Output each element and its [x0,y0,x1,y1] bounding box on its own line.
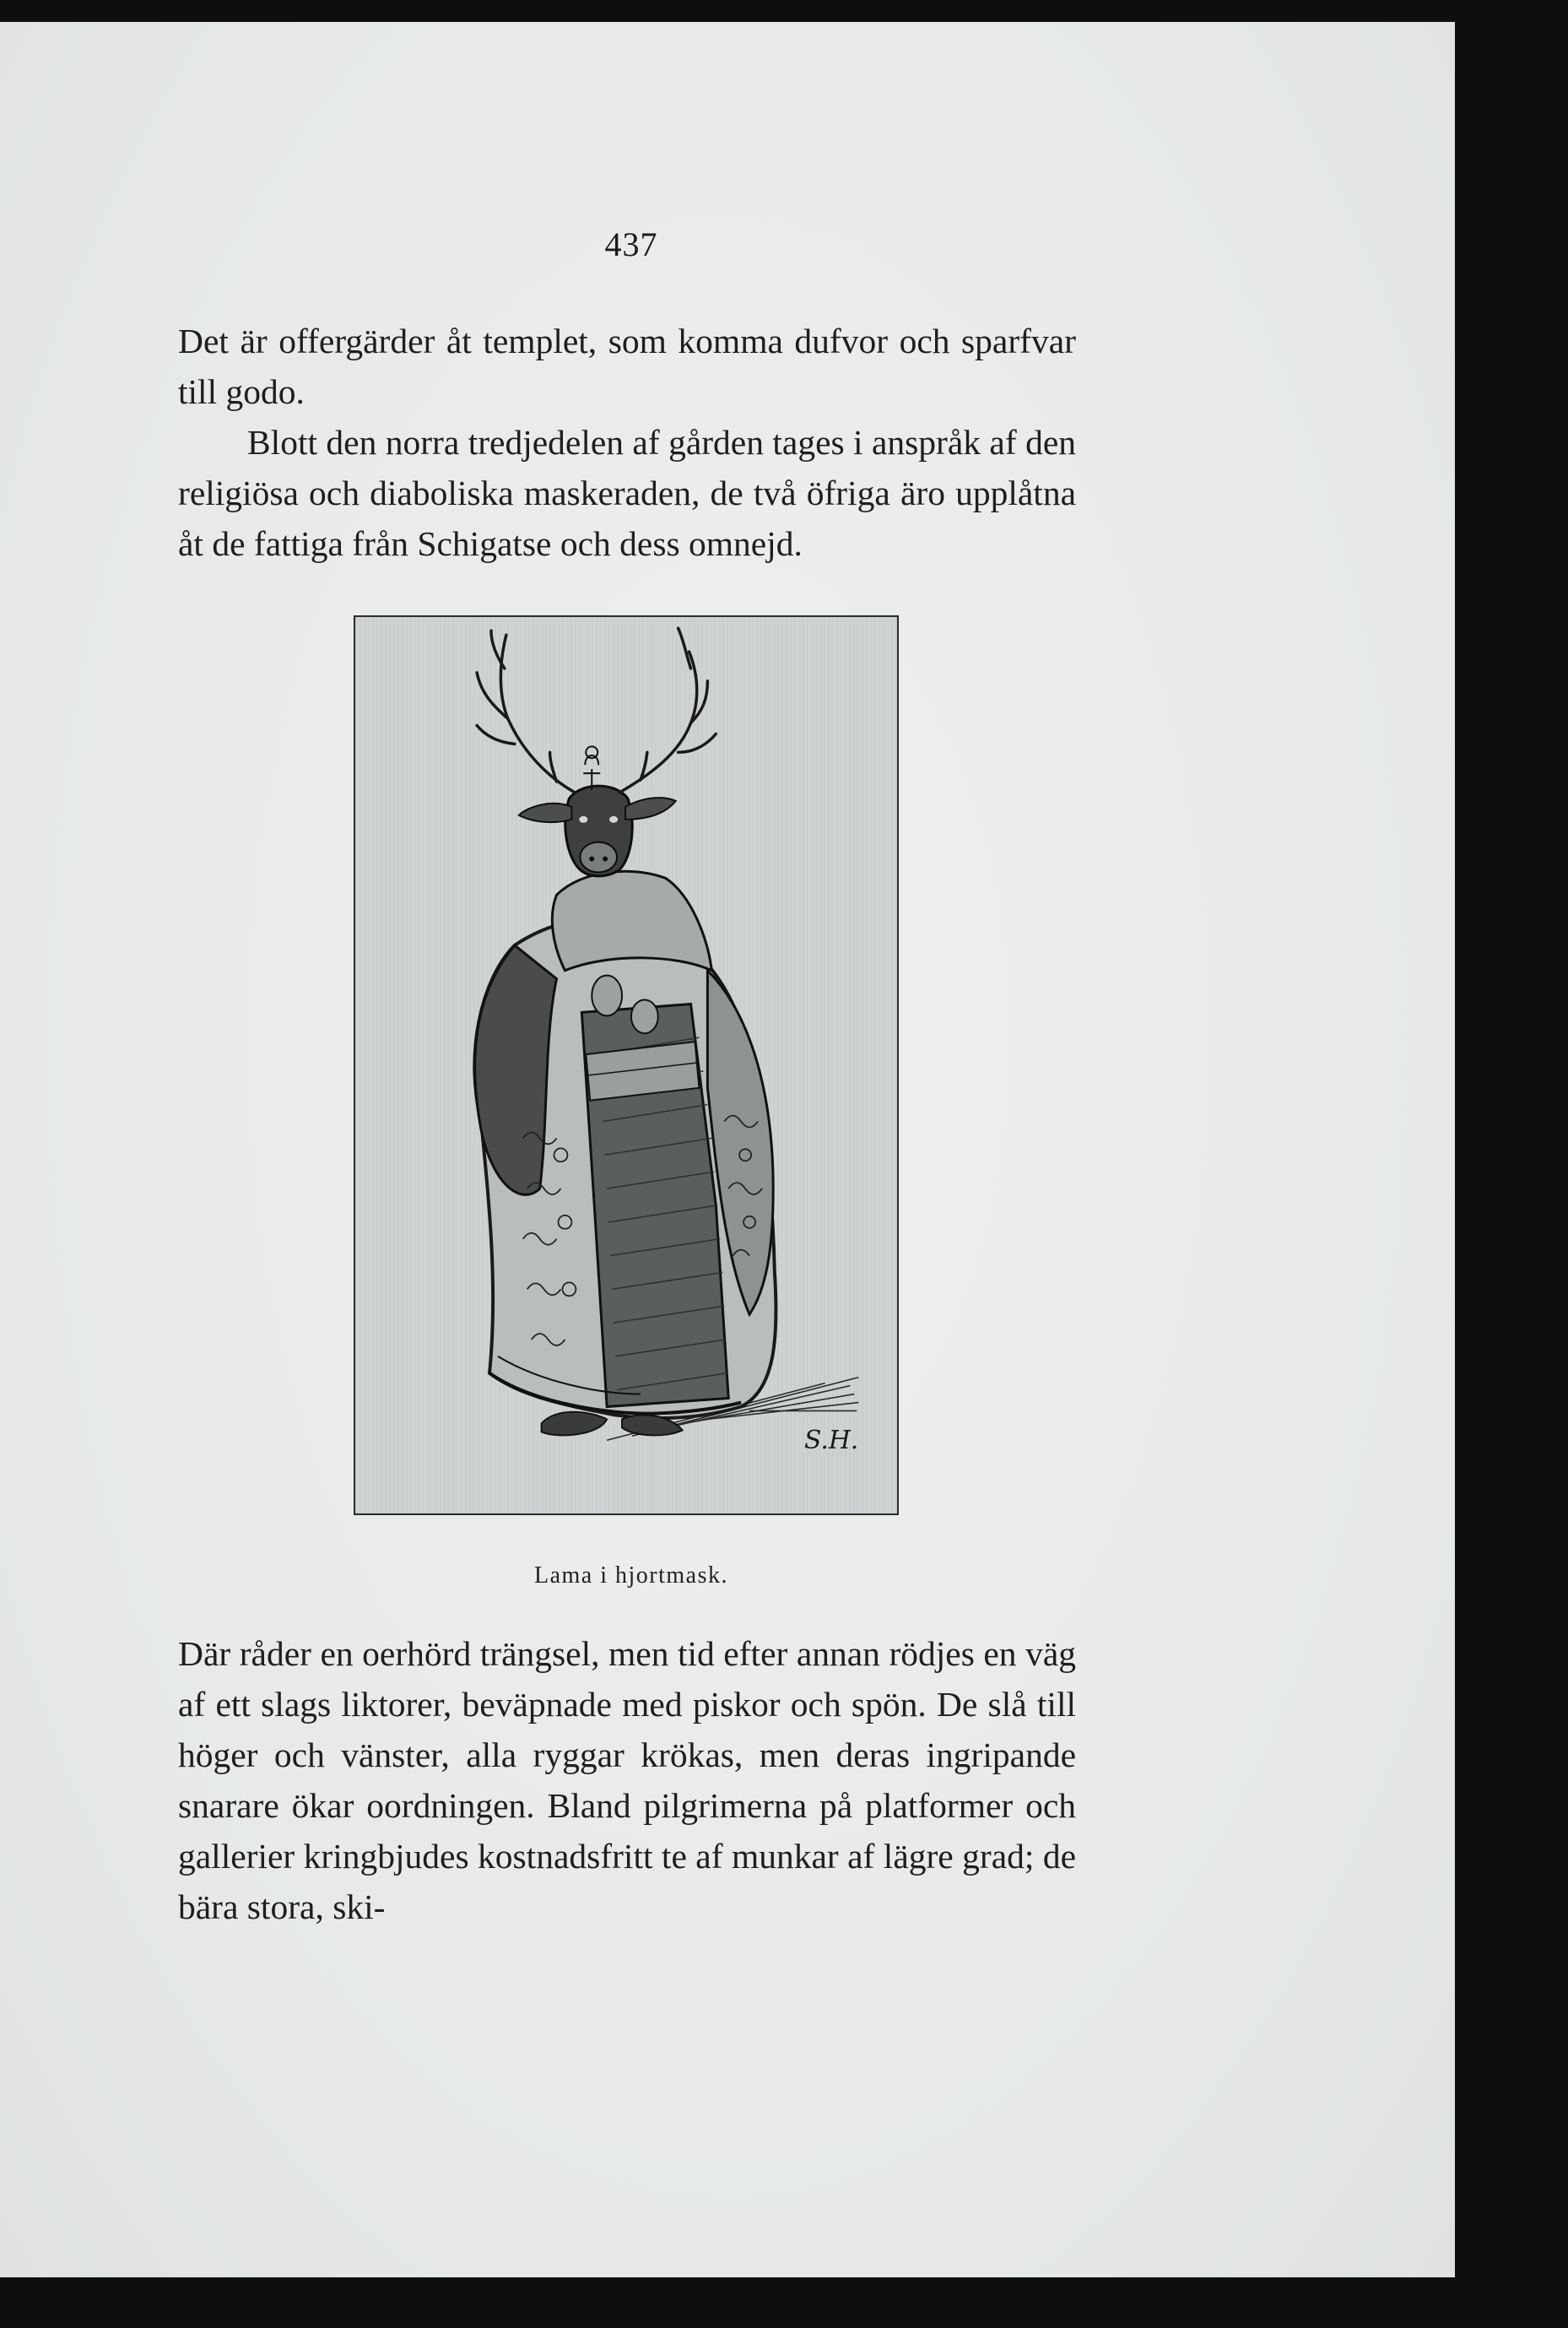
deer-right-ear [625,798,676,820]
figure-caption: Lama i hjortmask. [533,1562,728,1589]
illustration-lama-deer-mask [354,615,899,1515]
hand [592,976,622,1016]
bottom-text-block [178,1628,1076,1932]
left-shoe [542,1412,608,1436]
deer-left-ear [519,804,572,822]
collar [552,871,711,970]
deer-muzzle [580,842,617,873]
paragraph-trangsel: Där råder en oerhörd trängsel, men tid efter annan rödjes en väg af ett slags liktorer, beväpnade med piskor och spön. De slå till höger och vänster, alla ryggar krökas, men deras ingripande snarare ökar oordningen. Bland pilgrimerna på platformer och gallerier kringbjudes kostnadsfritt te af munkar af lägre grad; de bära stora, ski- [178,1634,1076,1926]
hand [631,999,658,1033]
book-page [0,22,1455,2277]
lama-figure-drawing [355,617,897,1513]
top-text-block [178,316,1076,569]
head-ornament [583,746,600,790]
paragraph-norra-tredjedelen: Blott den norra tredjedelen af gården tages i anspråk af den religiösa och diaboliska maskeraden, de två öfriga äro upplåtna åt de fattiga från Schigatse och dess omnejd. [178,423,1076,563]
deer-antlers [477,628,716,793]
paragraph-offergarder: Det är offergärder åt templet, som komma dufvor och sparfvar till godo. [178,322,1076,411]
page-number: 437 [604,225,658,263]
artist-signature: S.H. [804,1426,859,1456]
